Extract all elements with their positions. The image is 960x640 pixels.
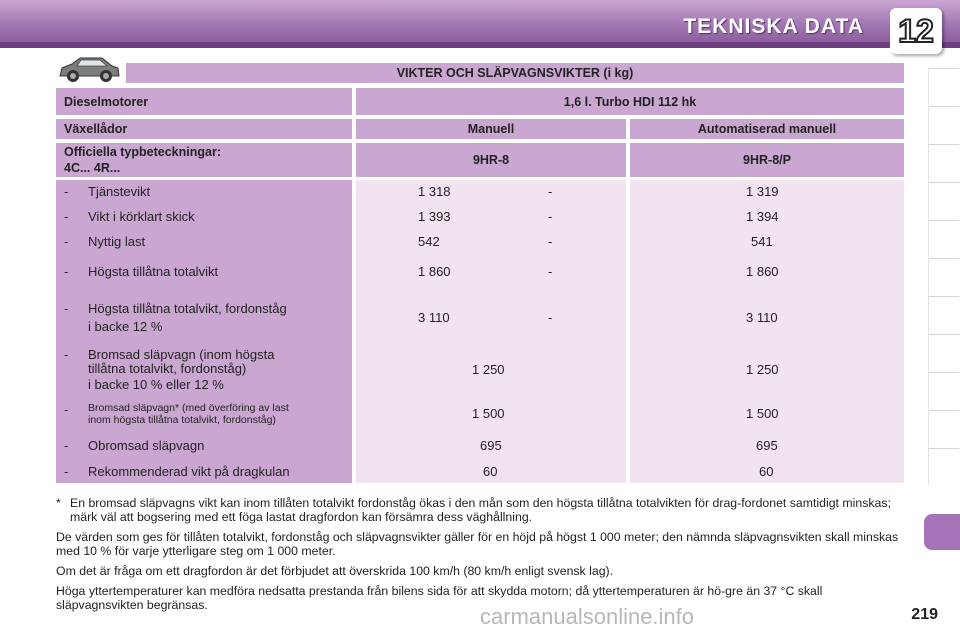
row-label-line-1: Bromsad släpvagn* (med överföring av last <box>88 402 289 414</box>
mid-value: - <box>548 264 553 279</box>
row-label: Obromsad släpvagn <box>88 438 205 453</box>
manual-value: 3 110 <box>418 310 450 325</box>
chapter-tab-active[interactable] <box>924 514 960 550</box>
row-dash: - <box>64 464 69 479</box>
chapter-number-badge: 12 <box>890 8 942 54</box>
note-paragraph: Om det är fråga om ett dragfordon är det förbjudet att överskrida 100 km/h (80 km/h enligt svensk lag). <box>56 564 614 578</box>
row-label-line-1: Högsta tillåtna totalvikt, fordonståg <box>88 301 287 316</box>
chapter-tab[interactable] <box>928 372 959 409</box>
row-label-line-1: Bromsad släpvagn (inom högsta <box>88 347 275 362</box>
chapter-tab[interactable] <box>928 182 959 219</box>
row-label: Tjänstevikt <box>88 184 151 199</box>
page-number: 219 <box>911 606 938 623</box>
row-label: Nyttig last <box>88 234 146 249</box>
chapter-tab-rail <box>928 68 960 578</box>
engine-value: 1,6 l. Turbo HDI 112 hk <box>356 88 904 115</box>
row-label-line-3: i backe 10 % eller 12 % <box>88 377 224 392</box>
auto-value: 1 394 <box>746 209 779 224</box>
page-title: TEKNISKA DATA <box>683 15 864 38</box>
manual-value: 1 860 <box>418 264 451 279</box>
row-dash: - <box>64 209 69 224</box>
auto-value: 695 <box>756 438 778 453</box>
row-label-line-2: i backe 12 % <box>88 319 163 334</box>
mid-value: - <box>548 310 553 325</box>
chapter-tab[interactable] <box>928 144 959 181</box>
row-dash: - <box>64 301 69 316</box>
row-label-line-2: inom högsta tillåtna totalvikt, fordonståg) <box>88 414 276 426</box>
gearbox-label: Växellådor <box>56 119 352 139</box>
type-manual: 9HR-8 <box>356 143 626 177</box>
auto-value: 1 250 <box>746 362 779 377</box>
manual-value: 1 250 <box>472 362 505 377</box>
row-dash: - <box>64 264 69 279</box>
chapter-tab[interactable] <box>928 220 959 257</box>
chapter-tab[interactable] <box>928 448 959 485</box>
engine-label: Dieselmotorer <box>56 88 352 115</box>
manual-value: 1 393 <box>418 209 451 224</box>
auto-value: 1 500 <box>746 406 779 421</box>
gearbox-auto: Automatiserad manuell <box>630 119 904 139</box>
row-dash: - <box>64 402 69 417</box>
row-dash: - <box>64 347 69 362</box>
header-underline <box>0 42 960 48</box>
type-label-line-1: Officiella typbeteckningar: <box>64 145 221 159</box>
gearbox-manual: Manuell <box>356 119 626 139</box>
auto-value: 1 319 <box>746 184 779 199</box>
type-auto: 9HR-8/P <box>630 143 904 177</box>
notes-section <box>56 496 906 618</box>
row-dash: - <box>64 184 69 199</box>
chapter-tab[interactable] <box>928 258 959 295</box>
row-label: Högsta tillåtna totalvikt <box>88 264 219 279</box>
mid-value: - <box>548 209 553 224</box>
manual-value: 1 500 <box>472 406 505 421</box>
chapter-tab[interactable] <box>928 410 959 447</box>
row-dash: - <box>64 234 69 249</box>
type-label-line-2: 4C... 4R... <box>64 161 121 175</box>
footnote-text: En bromsad släpvagns vikt kan inom tillåten totalvikt fordonståg ökas i den mån som den högsta tillåtna totalvikten för drag-fordonet samtidigt minskas; märk väl att bogsering med ett föga lastat dragfordon kan försämra dess väghållning. <box>70 496 891 524</box>
auto-value: 3 110 <box>746 310 778 325</box>
auto-value: 1 860 <box>746 264 779 279</box>
mid-value: - <box>548 184 553 199</box>
watermark: carmanualsonline.info <box>480 604 695 629</box>
car-icon <box>56 54 122 84</box>
type-label <box>56 143 352 177</box>
footnote <box>56 496 906 524</box>
row-label-line-2: tillåtna totalvikt, fordonståg) <box>88 361 247 376</box>
manual-value: 60 <box>483 464 498 479</box>
chapter-tab[interactable] <box>928 296 959 333</box>
manual-value: 695 <box>480 438 502 453</box>
table-caption: VIKTER OCH SLÄPVAGNSVIKTER (i kg) <box>126 63 904 83</box>
mid-value: - <box>548 234 553 249</box>
row-label: Vikt i körklart skick <box>88 209 195 224</box>
chapter-tab[interactable] <box>928 106 959 143</box>
note-paragraph: Höga yttertemperaturer kan medföra nedsatta prestanda från bilens sida för att skydda motorn; då yttertemperaturen är hö-gre än 37 °C skall släpvagnsvikten begränsas. <box>56 584 823 612</box>
manual-value: 1 318 <box>418 184 451 199</box>
footnote-asterisk: * <box>56 496 61 510</box>
manual-value: 542 <box>418 234 440 249</box>
chapter-tab[interactable] <box>928 68 959 105</box>
row-label: Rekommenderad vikt på dragkulan <box>88 464 290 479</box>
row-dash: - <box>64 438 69 453</box>
chapter-tab[interactable] <box>928 334 959 371</box>
auto-value: 541 <box>751 234 773 249</box>
note-paragraph: De värden som ges för tillåten totalvikt, fordonståg och släpvagnsvikter gäller för en höjd på högst 1 000 meter; den nämnda släpvagnsvikten skall minskas med 10 % för varje ytterligare steg om 1 000 meter. <box>56 530 899 558</box>
auto-value: 60 <box>759 464 774 479</box>
